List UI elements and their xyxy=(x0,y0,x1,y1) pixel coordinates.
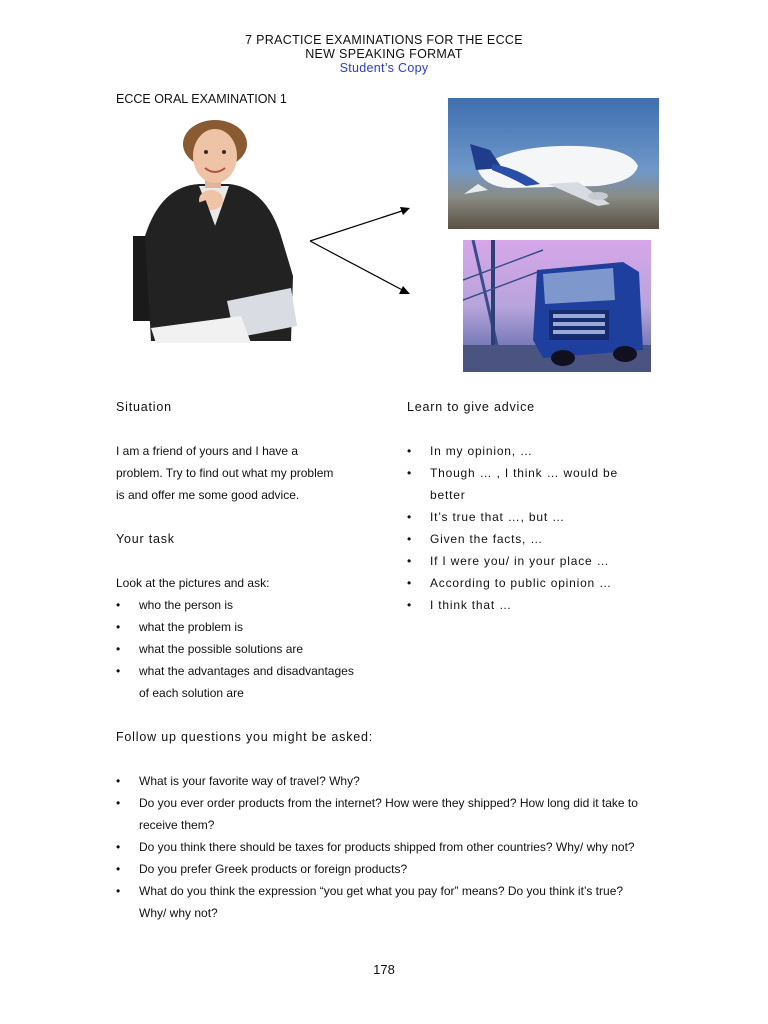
situation-line: problem. Try to find out what my problem xyxy=(116,466,334,480)
list-item: • In my opinion, … xyxy=(407,440,647,462)
arrows-diagram xyxy=(300,195,420,305)
followup-list xyxy=(116,770,651,924)
situation-line: I am a friend of yours and I have a xyxy=(116,444,299,458)
situation-line: is and offer me some good advice. xyxy=(116,488,300,502)
list-item: • what the problem is xyxy=(116,616,356,638)
truck-photo xyxy=(463,240,651,372)
page-number: 178 xyxy=(373,962,395,977)
list-item: • What is your favorite way of travel? Why? xyxy=(116,770,651,792)
list-item: • What do you think the expression “you get what you pay for” means? Do you think it’s true? Why/ why not? xyxy=(116,880,651,924)
list-item: • who the person is xyxy=(116,594,356,616)
list-item: • Do you think there should be taxes for products shipped from other countries? Why/ why not? xyxy=(116,836,651,858)
task-heading: Your task xyxy=(116,532,175,546)
businesswoman-photo xyxy=(131,116,297,343)
exam-title: ECCE ORAL EXAMINATION 1 xyxy=(116,92,287,106)
list-item: • If I were you/ in your place … xyxy=(407,550,647,572)
header-line-2: NEW SPEAKING FORMAT xyxy=(305,47,463,61)
advice-heading: Learn to give advice xyxy=(407,400,535,414)
airplane-photo xyxy=(448,98,659,229)
list-item: • Do you prefer Greek products or foreign products? xyxy=(116,858,651,880)
list-item: • what the advantages and disadvantages of each solution are xyxy=(116,660,356,704)
list-item: • Given the facts, … xyxy=(407,528,647,550)
header-line-1: 7 PRACTICE EXAMINATIONS FOR THE ECCE xyxy=(245,33,523,47)
list-item: • I think that … xyxy=(407,594,647,616)
task-list xyxy=(116,594,356,704)
list-item: • Do you ever order products from the internet? How were they shipped? How long did it take to receive them? xyxy=(116,792,651,836)
list-item: • Though … , I think … would be better xyxy=(407,462,647,506)
list-item: • According to public opinion … xyxy=(407,572,647,594)
header-students-copy: Student’s Copy xyxy=(339,61,429,75)
list-item: • It’s true that …, but … xyxy=(407,506,647,528)
situation-text xyxy=(116,440,381,506)
list-item: • what the possible solutions are xyxy=(116,638,356,660)
followup-heading: Follow up questions you might be asked: xyxy=(116,730,374,744)
task-intro: Look at the pictures and ask: xyxy=(116,576,270,590)
situation-heading: Situation xyxy=(116,400,172,414)
advice-list xyxy=(407,440,647,616)
